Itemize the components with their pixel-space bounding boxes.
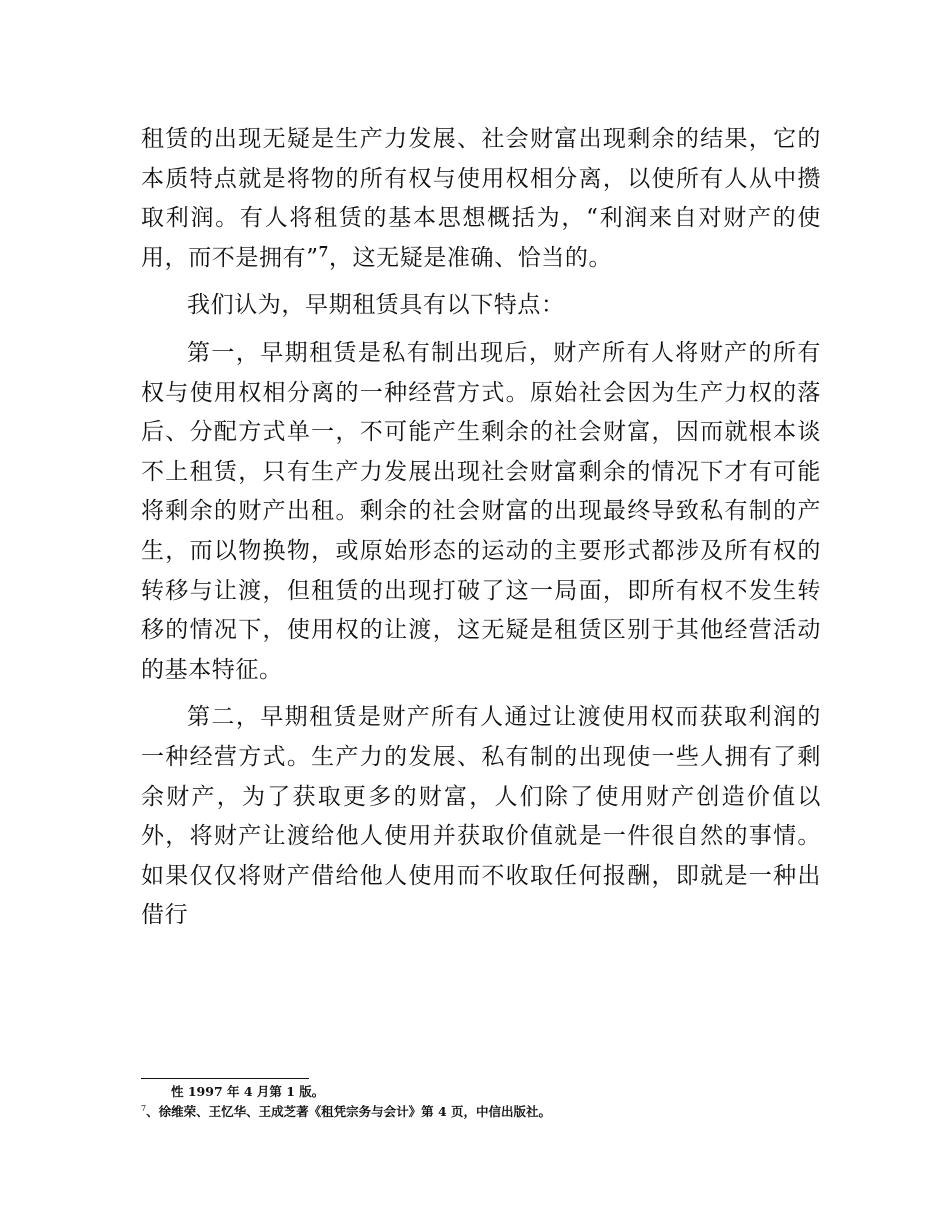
- paragraph-2: 我们认为，早期租赁具有以下特点：: [187, 292, 565, 319]
- paragraph-3: 第一，早期租赁是私有制出现后，财产所有人将财产的所有权与使用权相分离的一种经营方式。原始社会因为生产力权的落后、分配方式单一，不可能产生剩余的社会财富，因而就根本谈不上租赁，只有生产力发展出现社会财富剩余的情况下才有可能将剩余的财产出租。剩余的社会财富的出现最终导致私有制的产生，而以物换物，或原始形态的运动的主要形式都涉及所有权的转移与让渡，但租赁的出现打破了这一局面，即所有权不发生转移的情况下，使用权的让渡，这无疑是租赁区别于其他经营活动的基本特征。: [141, 339, 821, 683]
- footnote-separator: [141, 1078, 309, 1079]
- footnote-ref-7[interactable]: 7: [318, 244, 329, 261]
- footnotes: [141, 1082, 821, 1122]
- body-text: [141, 120, 821, 936]
- footnote-7: [141, 1102, 821, 1122]
- paragraph-1-text-end: ，这无疑是准确、恰当的。: [328, 244, 613, 271]
- paragraph-4: 第二，早期租赁是财产所有人通过让渡使用权而获取利润的一种经营方式。生产力的发展、私有制的出现使一些人拥有了剩余财产，为了获取更多的财富，人们除了使用财产创造价值以外，将财产让渡给他人使用并获取价值就是一件很自然的事情。如果仅仅将财产借给他人使用而不收取任何报酬，即就是一种出借行: [141, 704, 821, 929]
- footnote-7-text: 、徐维荣、王忆华、王成芝著《租凭宗务与会计》第 4 页，中信出版社。: [146, 1104, 551, 1119]
- footnote-continuation: 性 1997 年 4 月第 1 版。: [171, 1084, 325, 1099]
- paragraph-1: [141, 120, 821, 278]
- paragraph-1-text: 租赁的出现无疑是生产力发展、社会财富出现剩余的结果，它的本质特点就是将物的所有权与使用权相分离，以使所有人从中攒取利润。有人将租赁的基本思想概括为，“利润来自对财产的使用，而不是拥有”: [141, 126, 821, 271]
- footnote-7-mark: 7: [141, 1103, 147, 1113]
